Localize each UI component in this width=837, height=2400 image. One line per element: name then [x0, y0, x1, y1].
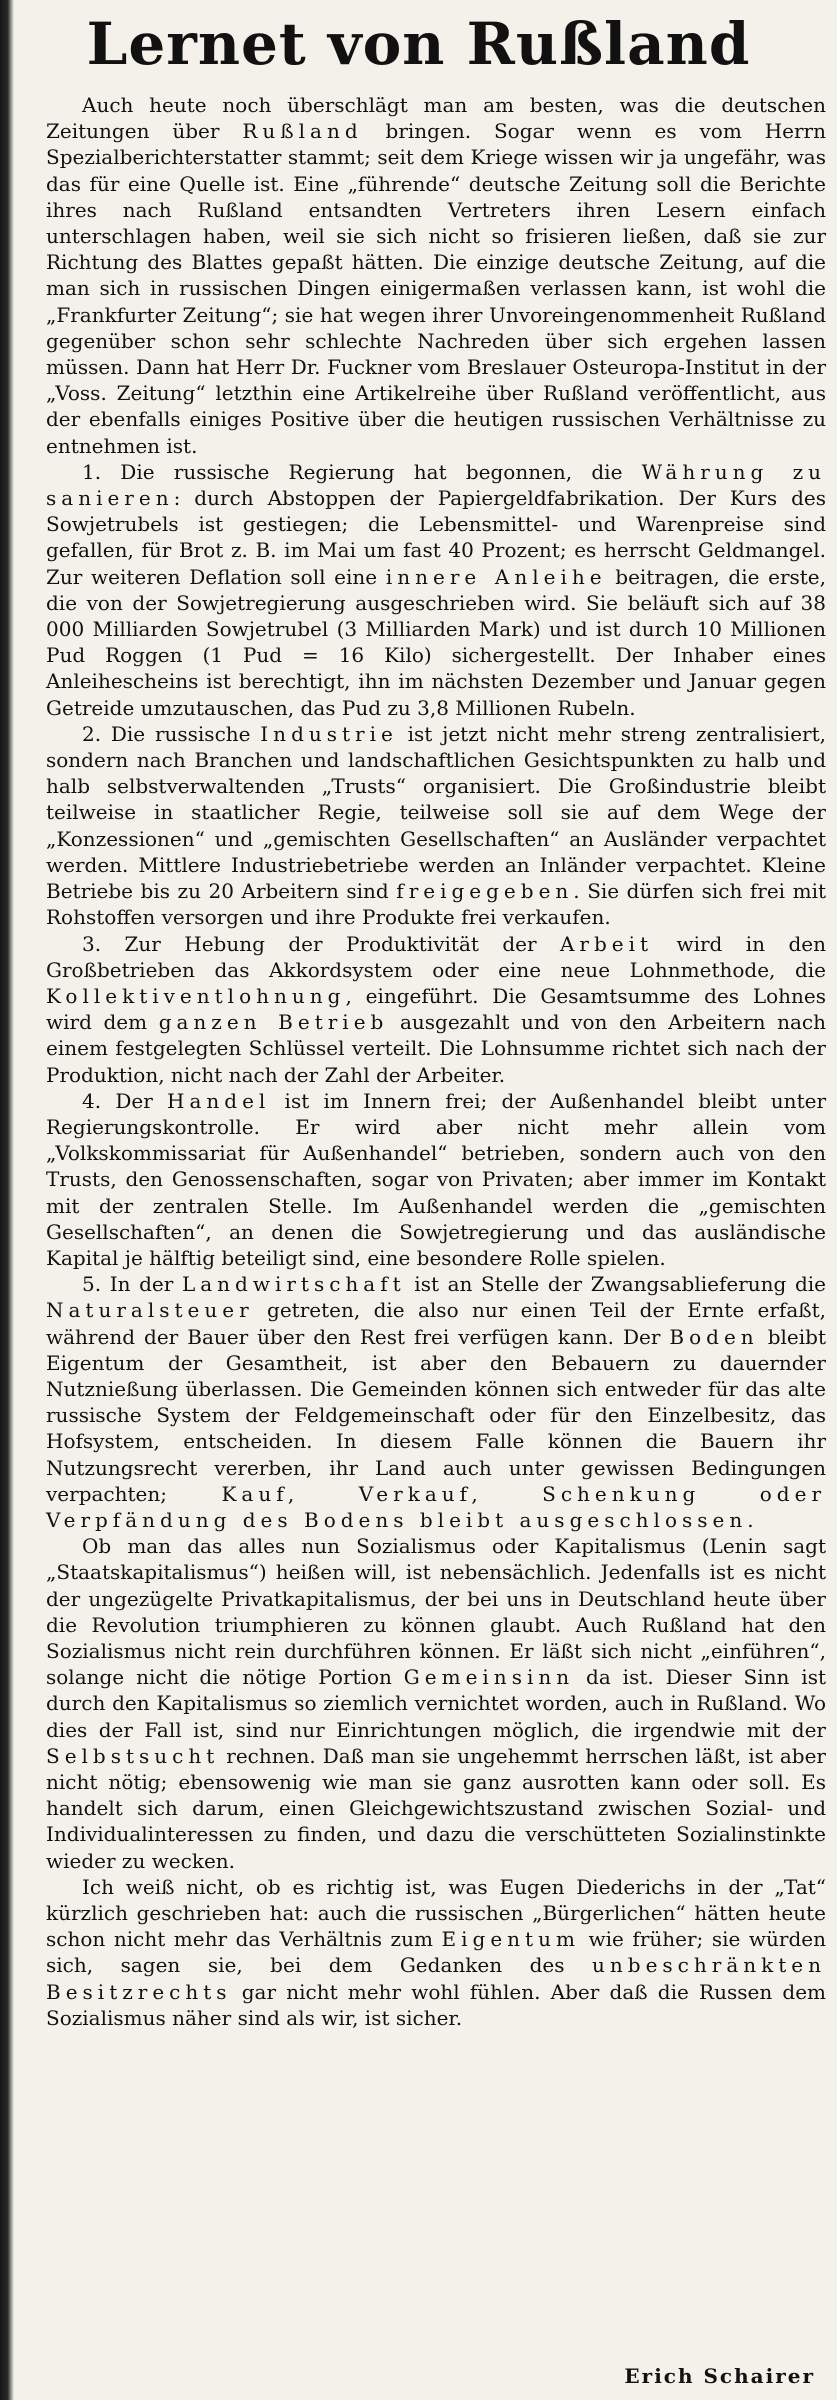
- text-run: 5. In der: [82, 1272, 182, 1297]
- emphasized-text: Kollektiventlohnung: [46, 983, 346, 1008]
- text-run: , eingeführt. Die Gesamtsumme des Lohnes wird dem: [46, 983, 826, 1035]
- text-run: ist jetzt nicht mehr streng zentralisiert, sondern nach Branchen und landschaftlichen Gesichtspunkten zu halb und halb selbstverwaltenden „Trusts“ organisiert. Die Großindustrie bleibt teilweise in staatlicher Regie, teilweise soll sie auf dem Wege der „Konzessionen“ und „gemischten Gesellschaften“ an Ausländer verpachtet werden. Mittlere Industriebetriebe werden an Inländer verpachtet. Kleine Betriebe bis zu 20 Arbeitern sind: [46, 721, 826, 904]
- article-paragraph: [46, 459, 826, 721]
- text-run: 4. Der: [82, 1088, 168, 1113]
- text-run: Ob man das alles nun Sozialismus oder Kapitalismus (Lenin sagt „Staatskapitalismus“) heißen will, ist nebensächlich. Jedenfalls ist es nicht der ungezügelte Privatkapitalismus, der bei uns in Deutschland heute über die Revolution triumphieren zu können glaubt. Auch Rußland hat den Sozialismus nicht rein durchführen können. Er läßt sich nicht „einführen“, solange nicht die nötige Portion: [46, 1534, 826, 1690]
- emphasized-text: unbeschränkten Besitzrechts: [46, 1953, 826, 2004]
- text-run: bringen. Sogar wenn es vom Herrn Spezialberichterstatter stammt; seit dem Kriege wissen wir ja ungefähr, was das für eine Quelle ist. Eine „führende“ deutsche Zeitung soll die Berichte ihres nach Rußland entsandten Vertreters ihren Lesern einfach unterschlagen haben, weil sie sich nicht so frisieren ließen, daß sie zur Richtung des Blattes gepaßt hätten. Die einzige deutsche Zeitung, auf die man sich in russischen Dingen einigermaßen verlassen kann, ist wohl die „Frankfurter Zeitung“; sie hat wegen ihrer Unvoreingenommenheit Rußland gegenüber schon sehr schlechte Nachreden über sich ergehen lassen müssen. Dann hat Herr Dr. Fuckner vom Breslauer Osteuropa-Institut in der „Voss. Zeitung“ letzthin eine Artikelreihe über Rußland veröffentlicht, aus der ebenfalls einiges Positive über die heutigen russischen Verhältnisse zu entnehmen ist.: [46, 119, 826, 458]
- scan-edge-shadow: [0, 0, 14, 2400]
- emphasized-text: Kauf, Verkauf, Schenkung oder Verpfändung des Bodens bleibt ausgeschlossen: [46, 1481, 826, 1532]
- emphasized-text: Arbeit: [559, 931, 654, 956]
- text-run: 2. Die russische: [82, 721, 261, 746]
- emphasized-text: Handel: [167, 1088, 271, 1113]
- article-paragraph: [46, 1533, 826, 1874]
- author-signature: Erich Schairer: [624, 2364, 815, 2388]
- emphasized-text: Boden: [669, 1324, 759, 1349]
- text-run: .: [747, 1507, 754, 1532]
- article-paragraph: [46, 1271, 826, 1533]
- text-run: 3. Zur Hebung der Produktivität der: [82, 931, 560, 956]
- text-run: beitragen, die erste, die von der Sowjetregierung ausgeschrieben wird. Sie beläuft sich auf 38 000 Milliarden Sowjetrubel (3 Milliarden Mark) und ist durch 10 Millionen Pud Roggen (1 Pud = 16 Kilo) sichergestellt. Der Inhaber eines Anleihescheins ist berechtigt, ihn im nächsten Dezember und Januar gegen Getreide umzutauschen, das Pud zu 3,8 Millionen Rubeln.: [46, 564, 826, 720]
- emphasized-text: Eigentum: [441, 1927, 580, 1952]
- emphasized-text: Industrie: [260, 721, 398, 746]
- text-run: : durch Abstoppen der Papiergeldfabrikation. Der Kurs des Sowjetrubels ist gestiegen; die Lebensmittel- und Warenpreise sind gefallen, für Brot z. B. im Mai um fast 40 Prozent; es herrscht Geldmangel. Zur weiteren Deflation soll eine: [46, 486, 826, 589]
- emphasized-text: Währung zu sanieren: [46, 459, 826, 511]
- article-paragraph: [46, 92, 826, 459]
- text-run: 1. Die russische Regierung hat begonnen, die: [82, 459, 642, 484]
- emphasized-text: Rußland: [242, 119, 363, 144]
- text-run: wird in den Großbetrieben das Akkordsystem oder eine neue Lohnmethode, die: [46, 931, 826, 982]
- article-paragraph: [46, 931, 826, 1088]
- emphasized-text: Landwirtschaft: [181, 1272, 406, 1297]
- emphasized-text: freigegeben: [396, 879, 574, 904]
- emphasized-text: ganzen Betrieb: [158, 1010, 389, 1035]
- article-body: [46, 92, 826, 2031]
- text-run: wie früher; sie würden sich, sagen sie, bei dem Gedanken des: [46, 1927, 827, 1978]
- text-run: bleibt Eigentum der Gesamtheit, ist aber den Bebauern zu dauernder Nutznießung überlassen. Die Gemeinden können sich entweder für das alte russische System der Feldgemeinschaft oder für den Einzelbesitz, das Hofsystem, entscheiden. In diesem Falle können die Bauern ihr Nutzungsrecht vererben, ihr Land auch unter gewissen Bedingungen verpachten;: [46, 1324, 826, 1506]
- text-run: ausgezahlt und von den Arbeitern nach einem festgelegten Schlüssel verteilt. Die Lohnsumme richtet sich nach der Produktion, nicht nach der Zahl der Arbeiter.: [46, 1010, 827, 1087]
- text-run: rechnen. Daß man sie ungehemmt herrschen läßt, ist aber nicht nötig; ebensowenig wie man sie ganz ausrotten kann oder soll. Es handelt sich darum, einen Gleichgewichtszustand zwischen Sozial- und Individualinteressen zu finden, und dazu die verschütteten Sozialinstinkte wieder zu wecken.: [46, 1743, 826, 1873]
- article-paragraph: [46, 1088, 826, 1271]
- text-run: gar nicht mehr wohl fühlen. Aber daß die Russen dem Sozialismus näher sind als wir, ist sicher.: [46, 1979, 826, 2030]
- text-run: . Sie dürfen sich frei mit Rohstoffen versorgen und ihre Produkte frei verkaufen.: [46, 879, 826, 930]
- text-run: Ich weiß nicht, ob es richtig ist, was Eugen Diederichs in der „Tat“ kürzlich geschrieben hat: auch die russischen „Bürgerlichen“ hätten heute schon nicht mehr das Verhältnis zum: [46, 1874, 826, 1952]
- emphasized-text: innere Anleihe: [385, 564, 607, 589]
- article-headline: Lernet von Rußland: [86, 10, 751, 78]
- text-run: ist an Stelle der Zwangsablieferung die: [405, 1272, 826, 1297]
- emphasized-text: Naturalsteuer: [46, 1298, 254, 1323]
- text-run: getreten, die also nur einen Teil der Ernte erfaßt, während der Bauer über den Rest frei verfügen kann. Der: [46, 1298, 826, 1349]
- article-paragraph: [46, 721, 826, 931]
- emphasized-text: Selbstsucht: [46, 1743, 220, 1768]
- emphasized-text: Gemeinsinn: [403, 1665, 575, 1690]
- text-run: da ist. Dieser Sinn ist durch den Kapitalismus so ziemlich vernichtet worden, auch in Rußland. Wo dies der Fall ist, sind nur Einrichtungen möglich, die irgendwie mit der: [46, 1665, 826, 1742]
- text-run: ist im Innern frei; der Außenhandel bleibt unter Regierungskontrolle. Er wird aber nicht mehr allein vom „Volkskommissariat für Außenhandel“ betrieben, sondern auch von den Trusts, den Genossenschaften, sogar von Privaten; aber immer im Kontakt mit der zentralen Stelle. Im Außenhandel werden die „gemischten Gesellschaften“, an denen die Sowjetregierung und das ausländische Kapital je hälftig beteiligt sind, eine besondere Rolle spielen.: [46, 1088, 826, 1270]
- article-paragraph: [46, 1874, 826, 2031]
- text-run: Auch heute noch überschlägt man am besten, was die deutschen Zeitungen über: [46, 93, 826, 144]
